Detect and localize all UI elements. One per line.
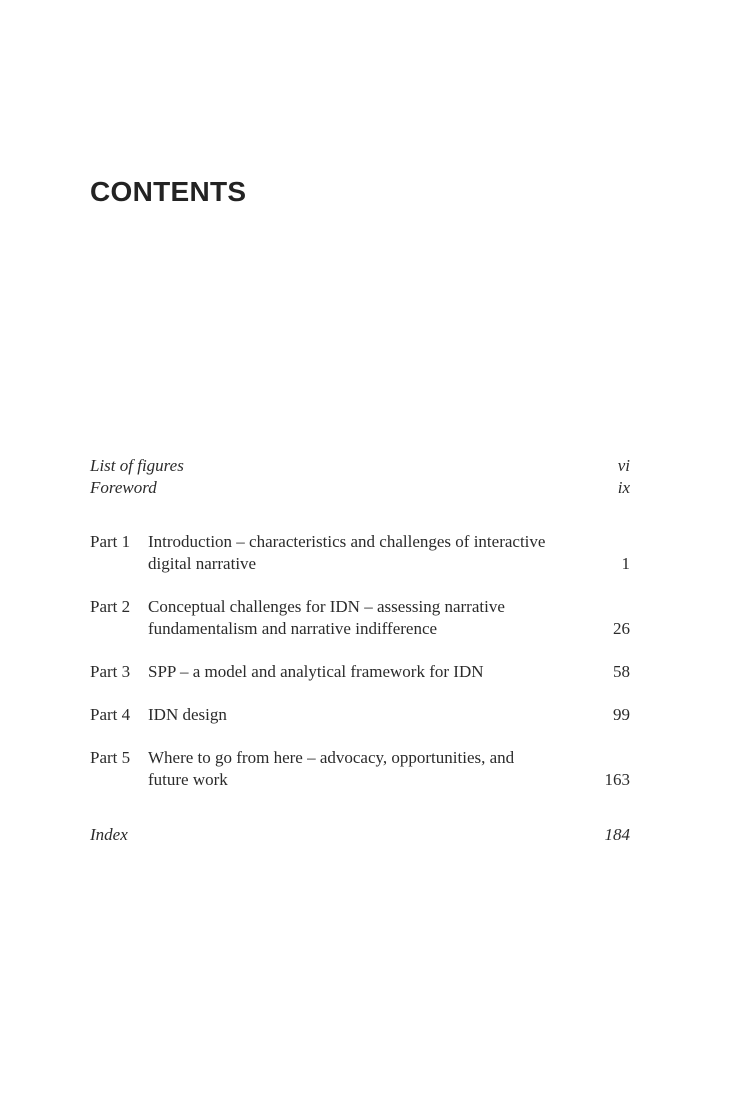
part-page: 163 (604, 770, 630, 789)
toc-entry-page: 184 (604, 825, 630, 844)
toc-entry-part-3[interactable] (90, 661, 630, 683)
toc-entry-foreword[interactable] (90, 477, 630, 499)
toc-entry-part-2[interactable] (90, 596, 630, 640)
toc-entry-index[interactable] (90, 824, 630, 846)
part-label: Part 5 (90, 748, 131, 767)
part-page: 26 (613, 619, 630, 638)
part-title-line: fundamentalism and narrative indifference (148, 619, 438, 638)
part-title-line: future work (148, 770, 228, 789)
part-title (148, 596, 613, 640)
part-title-line: digital narrative (148, 554, 257, 573)
toc-entry-part-4[interactable] (90, 704, 630, 726)
back-matter-list (90, 824, 630, 846)
part-title-line: Introduction – characteristics and challenges of interactive (148, 532, 546, 551)
part-title (148, 747, 605, 791)
part-page: 58 (613, 662, 630, 681)
toc-entry-title: Index (90, 825, 128, 844)
part-label: Part 2 (90, 597, 131, 616)
toc-entry-part-1[interactable] (90, 531, 630, 575)
part-title-line: IDN design (148, 705, 227, 724)
toc-entry-list-of-figures[interactable] (90, 455, 630, 477)
toc-entry-page: vi (617, 456, 630, 475)
toc-entry-title: Foreword (90, 478, 157, 497)
part-title (148, 704, 613, 726)
toc-entry-page: ix (617, 478, 630, 497)
part-title (148, 661, 613, 683)
part-label: Part 1 (90, 532, 131, 551)
page-title: CONTENTS (90, 176, 247, 207)
part-title-line: SPP – a model and analytical framework for IDN (148, 662, 484, 681)
part-page: 1 (621, 554, 630, 573)
part-title-line: Where to go from here – advocacy, opportunities, and (148, 748, 515, 767)
part-title (148, 531, 622, 575)
toc-entry-title: List of figures (90, 456, 184, 475)
part-label: Part 3 (90, 662, 131, 681)
front-matter-list (90, 455, 630, 499)
part-page: 99 (613, 705, 630, 724)
toc-entry-part-5[interactable] (90, 747, 630, 791)
parts-list (90, 531, 630, 812)
part-label: Part 4 (90, 705, 131, 724)
part-title-line: Conceptual challenges for IDN – assessing narrative (148, 597, 505, 616)
